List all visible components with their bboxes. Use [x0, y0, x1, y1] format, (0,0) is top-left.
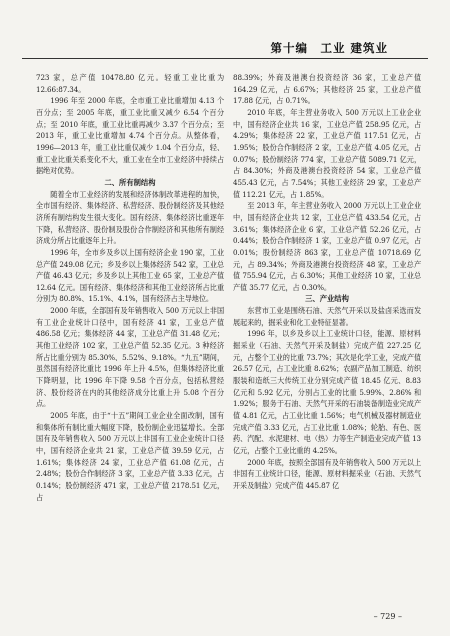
header-rule	[22, 58, 428, 59]
right-column	[233, 72, 421, 602]
paragraph: 2000 年底，全部国有及年销售收入 500 万元以上非国有工业企业统计口径中，国有经济 41 家，工业总产值 486.58 亿元；集体经济 44 家，工业总产值 31.48 亿元；其他工业经济 102 家，工业总产值 52.35 亿元。3 种经济所占比重分别为 85.30%、5.52%、9.18%。“九五”期间，虽然国有经济比重比 1996 年上升 4.5%，但集体经济比重下降明显，比 1996 年下降 9.58 个百分点，包括私营经济、股份经济在内的其他经济成分比重上升 5.08 个百分点。	[36, 306, 224, 409]
section-heading: 三、产业结构	[305, 294, 349, 304]
paragraph: 2010 年底，年主营业务收入 500 万元以上工业企业中，国有经济企业共 16 家，工业总产值 258.95 亿元，占 4.29%；集体经济 22 家，工业总产值 117.51 亿元，占 1.95%；股份合作制经济 2 家，工业总产值 4.05 亿元，占 0.07%；股份制经济 774 家，工业总产值 5089.71 亿元，占 84.30%；外商及港澳台投资经济 54 家，工业总产值 455.43 亿元，占 7.54%；其他工业经济 29 家，工业总产值 112.21 亿元，占 1.85%。	[233, 107, 421, 199]
paragraph: 至 2013 年，年主营业务收入 2000 万元以上工业企业中，国有经济企业共 12 家，工业总产值 433.54 亿元，占 3.61%；集体经济企业 6 家，工业总产值 52.26 亿元，占 0.44%；股份合作制经济 1 家，工业总产值 0.97 亿元，占 0.01%；股份制经济 863 家，工业总产值 10718.69 亿元，占 89.34%；外商及港澳台投资经济 48 家，工业总产值 755.94 亿元，占 6.30%；其他工业经济 10 家，工业总产值 35.77 亿元，占 0.30%。	[233, 201, 421, 292]
paragraph: 1996 年至 2000 年底，全市重工业比重增加 4.13 个百分点；至 2005 年底，重工业比重又减少 6.54 个百分点；至 2010 年底，重工业比重再减少 3.37 个百分点；至 2013 年，重工业比重增加 4.74 个百分点。从整体看，1996—2013 年，重工业比重仅减少 1.04 个百分点，轻、重工业比重关系变化不大，重工业在全市工业经济中持续占据绝对优势。	[36, 96, 224, 176]
paragraph: 2000 年底，按照全部国有及年销售收入 500 万元以上非国有工业统计口径，能源、原材料掘采业（石油、天然气开采及制盐）完成产值 445.87 亿	[233, 457, 421, 490]
running-header-title: 第十编 工业 建筑业	[270, 41, 388, 55]
paragraph: 2005 年底，由于“十五”期间工业企业全面改制，国有和集体所有制比重大幅度下降，股份制企业迅猛增长。全部国有及年销售收入 500 万元以上非国有工业企业统计口径中，国有经济企业共 21 家，工业总产值 39.59 亿元，占 1.61%；集体经济 24 家，工业总产值 61.08 亿元，占 2.48%；股份合作制经济 3 家，工业总产值 3.33 亿元，占 0.14%；股份制经济 471 家，工业总产值 2178.51 亿元，占	[36, 411, 224, 502]
page-header	[22, 38, 428, 60]
page-number: – 729 –	[373, 612, 402, 621]
paragraph: 1996 年，以乡及乡以上工业统计口径，能源、原材料掘采业（石油、天然气开采及制盐）完成产值 227.25 亿元，占整个工业的比重 73.7%；其次是化学工业，完成产值 26.57 亿元，占工业比重 8.62%；农副产品加工制造、纺织服装和造纸三大传统工业分别完成产值 18.45 亿元、8.83 亿元和 5.92 亿元，分别占工业的比重 5.99%、2.86% 和 1.92%；服务于石油、天然气开采的石油装备制造业完成产值 4.81 亿元，占工业比重 1.56%；电气机械及器材制造业完成产值 3.33 亿元，占工业比重 1.08%；轮胎、有色、医药、汽配、水泥建材、电（热）力等生产制造业完成产值 13 亿元，占整个工业比重的 4.25%。	[233, 329, 421, 455]
text-columns	[36, 72, 421, 602]
section-heading: 二、所有制结构	[104, 177, 156, 187]
paragraph: 随着全市工业经济的发展和经济体制改革进程的加快，全市国有经济、集体经济、私营经济、股份制经济及其他经济所有制结构发生很大变化。国有经济、集体经济比重逐年下降，私营经济、股份制及股份合作制经济和其他所有制经济成分所占比重逐年上升。	[36, 189, 224, 246]
paragraph: 723 家，总产值 10478.80 亿元。轻重工业比重为 12.66:87.34。	[36, 73, 224, 94]
paragraph: 1996 年，全市乡及乡以上国有经济企业 190 家，工业总产值 249.08 亿元；乡及乡以上集体经济 542 家，工业总产值 46.43 亿元；乡及乡以上其他工业 65 家，工业总产值 12.64 亿元。国有经济、集体经济和其他工业经济所占比重分别为 80.8%、15.1%、4.1%，国有经济占主导地位。	[36, 247, 224, 304]
left-column	[36, 72, 224, 602]
paragraph: 东营市工业是围绕石油、天然气开采以及盐卤采选而发展起来的，掘采业和化工业特征显著。	[233, 306, 421, 327]
paragraph: 88.39%；外商及港澳台投资经济 36 家，工业总产值 164.29 亿元，占 6.67%；其他经济 25 家，工业总产值 17.88 亿元，占 0.71%。	[233, 73, 421, 106]
